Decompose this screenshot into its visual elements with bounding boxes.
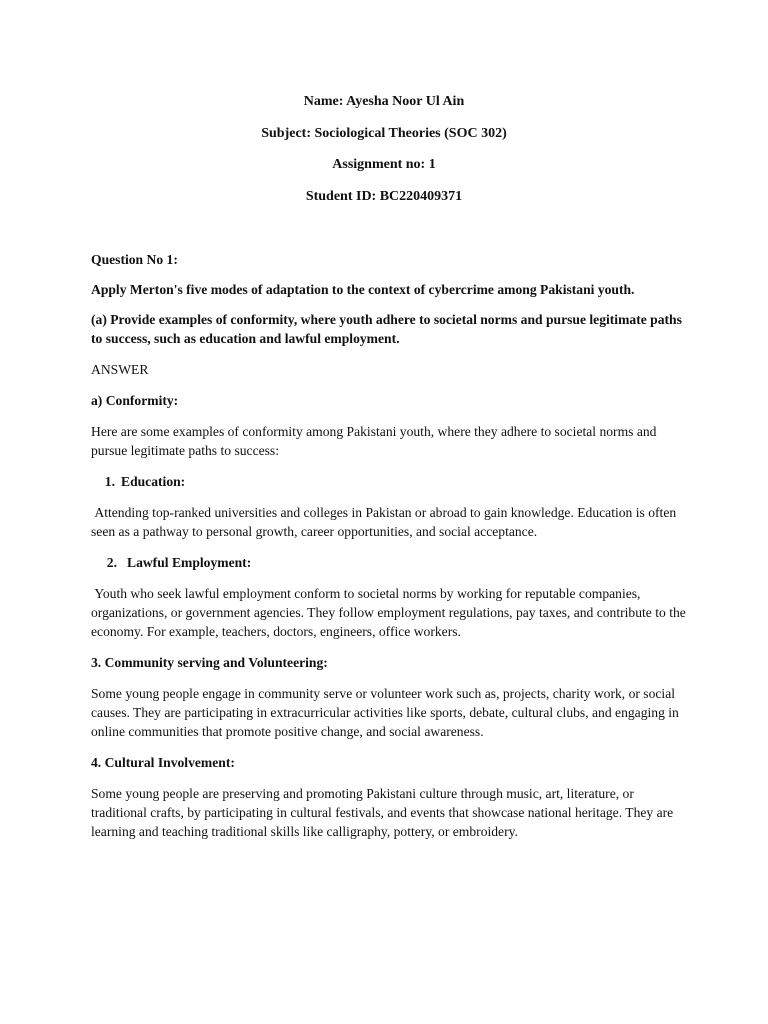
question-label: Question No 1:: [91, 252, 178, 267]
list-item-text: Some young people engage in community serve or volunteer work such as, projects, charity work, or social causes. They are participating in extracurricular activities like sports, debate, cultural clubs, and engaging in online communities that promote positive change, and social awareness.: [91, 686, 679, 739]
list-item-number: 3.: [91, 655, 102, 670]
list-item-text: Attending top-ranked universities and colleges in Pakistan or abroad to gain knowledge. Education is often seen as a pathway to personal growth, career opportunities, and social acceptance.: [91, 505, 677, 539]
document-body: [91, 250, 687, 841]
section-heading: a) Conformity:: [91, 393, 179, 408]
subject-line: Subject: Sociological Theories (SOC 302): [261, 125, 507, 141]
list-item-heading: [91, 553, 687, 572]
list-item-heading: [91, 653, 687, 672]
list-item-title: Education:: [121, 474, 186, 489]
list-item-number: 4.: [91, 755, 102, 770]
list-item-heading: [91, 472, 687, 491]
intro-paragraph: Here are some examples of conformity among Pakistani youth, where they adhere to societal norms and pursue legitimate paths to success:: [91, 424, 657, 458]
list-item-number: 2.: [106, 555, 117, 570]
list-item-title: Lawful Employment:: [127, 555, 252, 570]
list-item-text: Youth who seek lawful employment conform to societal norms by working for reputable companies, organizations, or government agencies. They follow employment regulations, pay taxes, and contribute to the economy. For example, teachers, doctors, engineers, office workers.: [91, 586, 686, 639]
list-item-title: Community serving and Volunteering:: [104, 655, 328, 670]
assignment-number: Assignment no: 1: [332, 157, 436, 172]
list-item-title: Cultural Involvement:: [104, 755, 235, 770]
student-id: Student ID: BC220409371: [305, 188, 463, 204]
answer-label: ANSWER: [91, 362, 149, 377]
question-text: Apply Merton's five modes of adaptation to the context of cybercrime among Pakistani youth.: [91, 282, 635, 297]
list-item-number: 1.: [104, 474, 115, 489]
list-item-text: Some young people are preserving and promoting Pakistani culture through music, art, literature, or traditional crafts, by participating in cultural festivals, and events that showcase national heritage. They are learning and teaching traditional skills like calligraphy, pottery, or embroidery.: [91, 786, 674, 839]
student-name: Name: Ayesha Noor Ul Ain: [303, 94, 465, 109]
part-a-prompt: (a) Provide examples of conformity, where youth adhere to societal norms and pursue legitimate paths to success, such as education and lawful employment.: [91, 312, 682, 346]
document-header: [0, 92, 768, 218]
list-item-heading: [91, 753, 687, 772]
